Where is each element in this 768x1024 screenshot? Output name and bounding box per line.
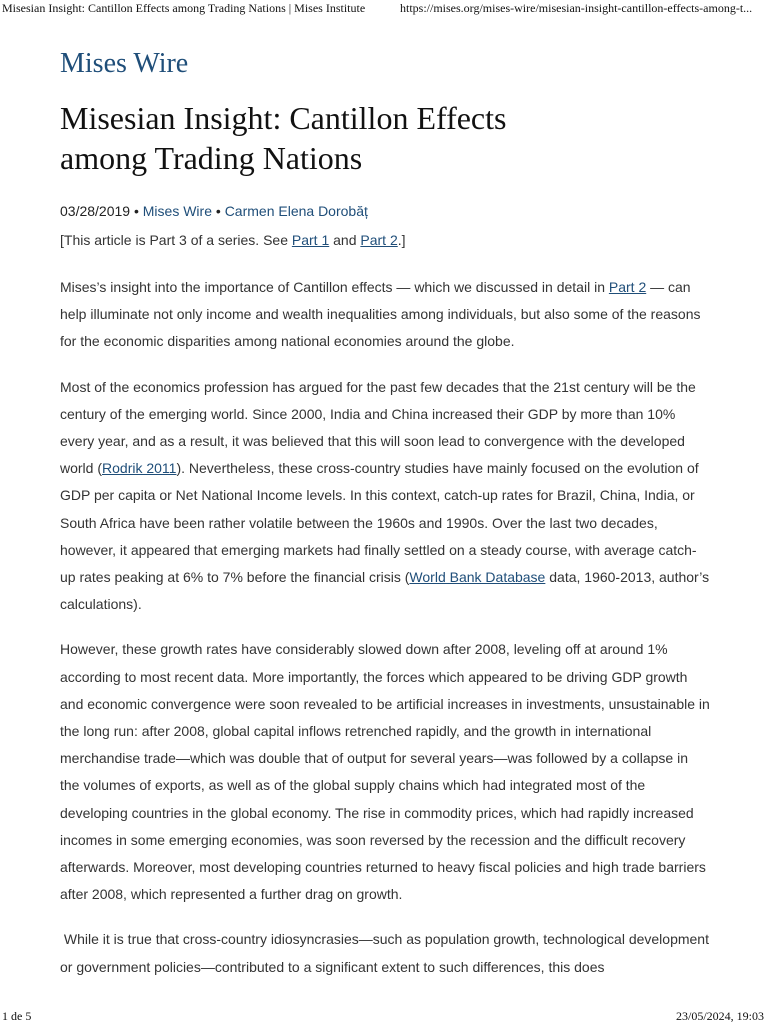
series-note-middle: and — [329, 232, 361, 248]
print-header-title: Misesian Insight: Cantillon Effects among Trading Nations | Mises Institute — [2, 1, 366, 15]
site-name-link[interactable]: Mises Wire — [60, 48, 189, 79]
print-footer-datetime: 23/05/2024, 19:03 — [675, 1009, 764, 1023]
article-title: Misesian Insight: Cantillon Effects among Trading Nations — [60, 100, 507, 176]
print-footer — [0, 1009, 768, 1024]
rodrik-2011-link[interactable]: Rodrik 2011 — [102, 460, 177, 477]
p1-text-b: — can help illuminate not only income and wealth inequalities among individuals, but also some of the reasons for the economic disparities among national economies around the globe. — [60, 279, 701, 350]
part-2-link[interactable]: Part 2 — [360, 232, 398, 248]
p1-part-2-link[interactable]: Part 2 — [608, 279, 647, 295]
paragraph-3: However, these growth rates have considerably slowed down after 2008, leveling off at around 1% according to most recent data. More importantly, the forces which appeared to be driving GDP growth and economic convergence were soon revealed to be artificial increases in investments, unsustainable in the long run: after 2008, global capital inflows retrenched rapidly, and the growth in international merchandise trade—which was double that of output for several years—was followed by a collapse in the volumes of exports, as well as of the global supply chains which had integrated most of the developing countries in the global economy. The rise in commodity prices, which had rapidly increased incomes in some emerging economies, was soon reversed by the recession and the difficult recovery afterwards. Moreover, most developing countries returned to heavy fiscal policies and high trade barriers after 2008, which represented a further drag on growth. — [60, 641, 710, 903]
series-note-suffix: .] — [397, 232, 406, 248]
paragraph-2 — [60, 374, 710, 619]
meta-separator: • — [215, 203, 221, 219]
world-bank-database-link[interactable]: World Bank Database — [409, 569, 546, 586]
article-date: 03/28/2019 — [60, 203, 131, 219]
print-footer-page: 1 de 5 — [2, 1009, 32, 1023]
series-note — [60, 230, 710, 250]
p2-text-b: ). Nevertheless, these cross-country studies have mainly focused on the evolution of GDP per capita or Net National Income levels. In this context, catch-up rates for Brazil, China, India, or South Africa have been rather volatile between the 1960s and 1990s. Over the last two decades, however, it appeared that emerging markets had finally settled on a steady course, with average catch-up rates peaking at 6% to 7% before the financial crisis ( — [60, 460, 699, 586]
part-1-link[interactable]: Part 1 — [291, 232, 330, 248]
category-link[interactable]: Mises Wire — [142, 203, 212, 219]
article-meta — [60, 201, 710, 221]
paragraph-1 — [60, 274, 710, 356]
paragraph-4: While it is true that cross-country idiosyncrasies—such as population growth, technological development or government policies—contributed to a significant extent to such differences, this does — [60, 931, 713, 975]
author-link[interactable]: Carmen Elena Dorobăț — [224, 203, 368, 219]
print-header-url: https://mises.org/mises-wire/misesian-insight-cantillon-effects-among-t... — [400, 1, 753, 15]
p2-text-a: Most of the economics profession has argued for the past few decades that the 21st century will be the century of the emerging world. Since 2000, India and China increased their GDP by more than 10% every year, and as a result, it was believed that this will soon lead to convergence with the developed world ( — [60, 378, 696, 477]
p2-text-c: data, 1960-2013, author’s calculations). — [60, 569, 710, 613]
article-content — [60, 46, 713, 981]
p1-text-a: Mises’s insight into the importance of Cantillon effects — which we discussed in detail in — [60, 279, 609, 295]
meta-separator: • — [133, 203, 139, 219]
series-note-prefix: [This article is Part 3 of a series. See — [60, 232, 292, 248]
print-header — [0, 0, 768, 16]
